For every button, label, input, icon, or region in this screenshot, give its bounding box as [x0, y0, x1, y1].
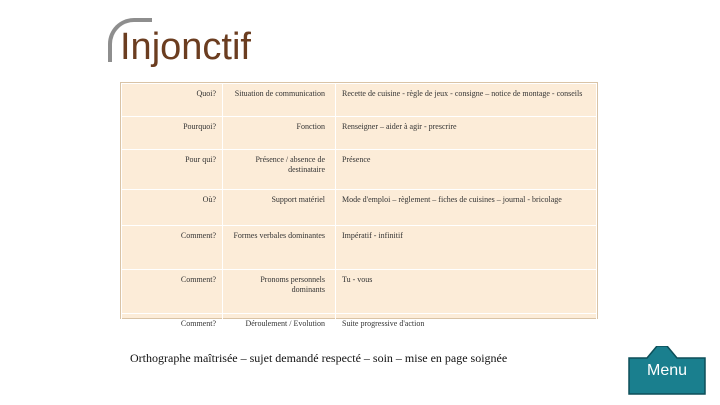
table-row [122, 270, 597, 314]
criterion-cell: Formes verbales dominantes [223, 226, 336, 270]
menu-label: Menu [647, 362, 688, 379]
criterion-cell: Fonction [223, 117, 336, 150]
question-cell: Où? [122, 190, 223, 226]
value-cell: Recette de cuisine - règle de jeux - consigne – notice de montage - conseils [336, 84, 597, 117]
injonctif-table [120, 82, 598, 328]
question-cell: Quoi? [122, 84, 223, 117]
table-row [122, 226, 597, 270]
value-cell: Mode d'emploi – règlement – fiches de cuisines – journal - bricolage [336, 190, 597, 226]
value-cell: Présence [336, 150, 597, 190]
criterion-cell: Déroulement / Evolution [223, 314, 336, 363]
criterion-cell: Pronoms personnels dominants [223, 270, 336, 314]
footer-note: Orthographe maîtrisée – sujet demandé respecté – soin – mise en page soignée [130, 351, 508, 365]
criterion-cell: Présence / absence de destinataire [223, 150, 336, 190]
value-cell: Suite progressive d'action [336, 314, 597, 363]
table-row [122, 190, 597, 226]
slide-title: Injonctif [120, 26, 251, 68]
value-cell: Tu - vous [336, 270, 597, 314]
table [121, 83, 597, 363]
value-cell: Impératif - infinitif [336, 226, 597, 270]
question-cell: Comment? [122, 270, 223, 314]
menu-button[interactable] [627, 346, 707, 396]
criterion-cell: Situation de communication [223, 84, 336, 117]
value-cell: Renseigner – aider à agir - prescrire [336, 117, 597, 150]
criterion-cell: Support matériel [223, 190, 336, 226]
table-row [122, 117, 597, 150]
table-row [122, 84, 597, 117]
table-row [122, 150, 597, 190]
question-cell: Comment? [122, 314, 223, 363]
question-cell: Comment? [122, 226, 223, 270]
question-cell: Pourquoi? [122, 117, 223, 150]
question-cell: Pour qui? [122, 150, 223, 190]
